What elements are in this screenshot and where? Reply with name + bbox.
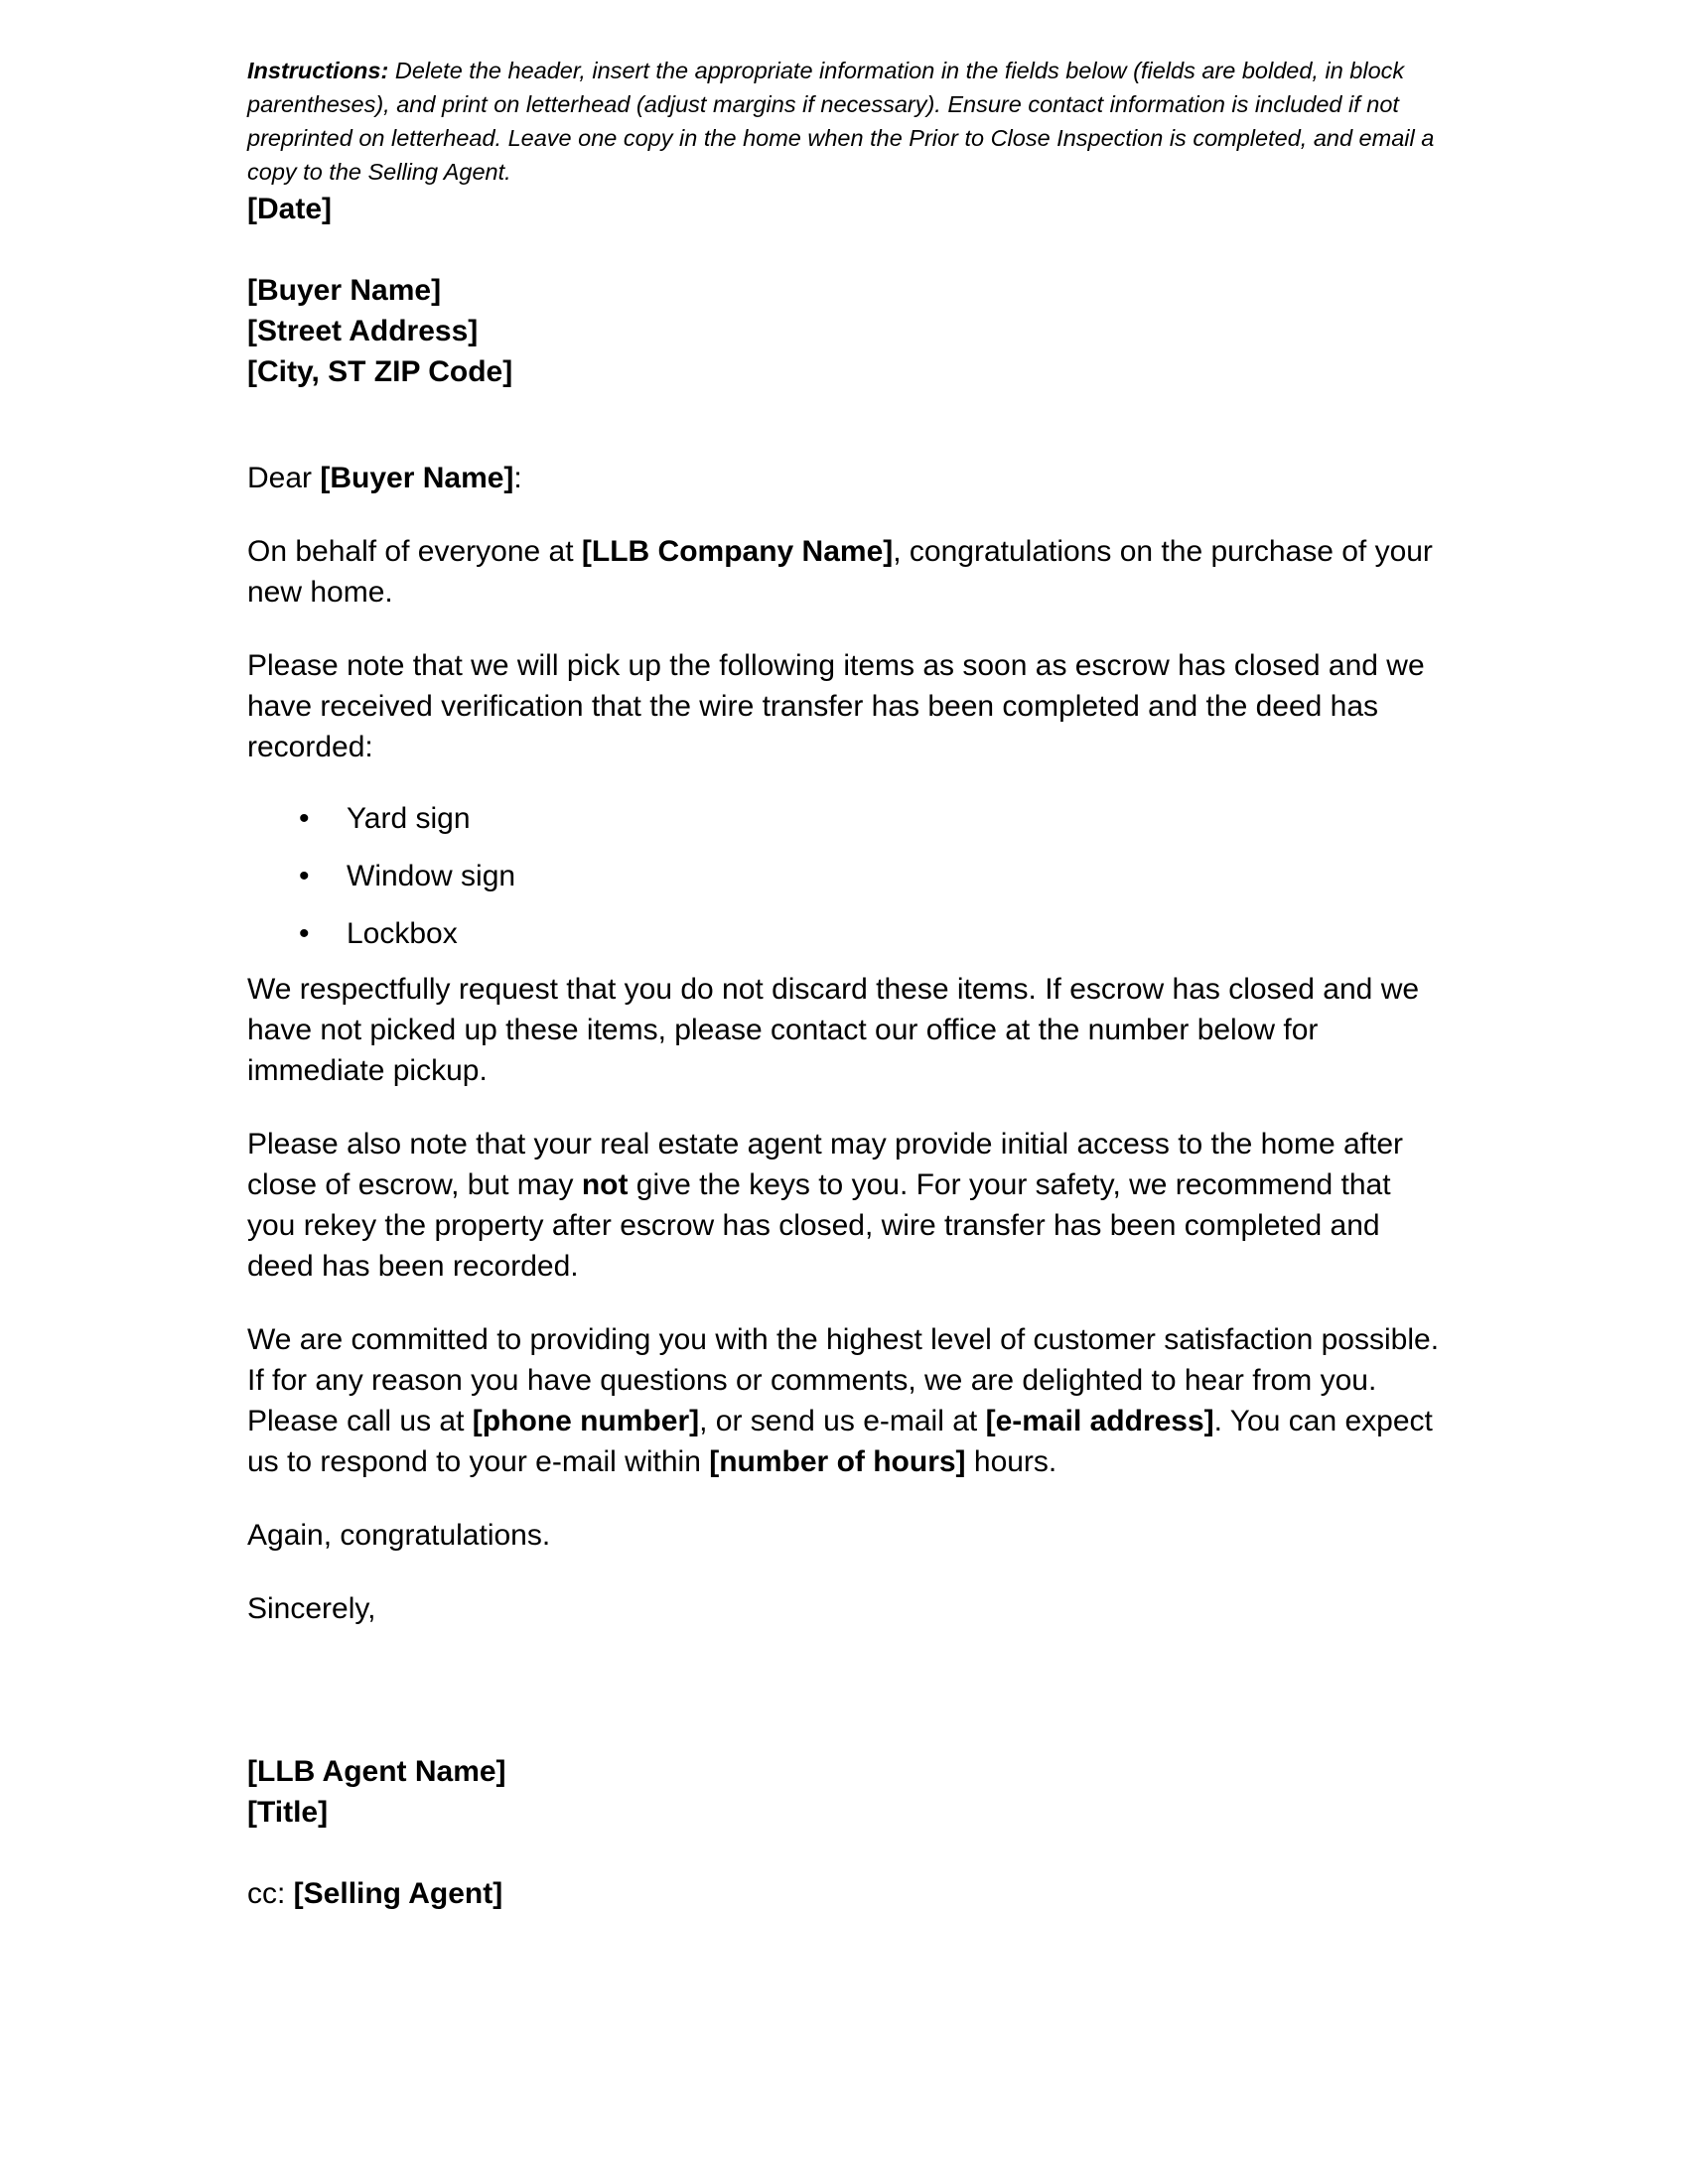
instructions-text: Delete the header, insert the appropriate information in the fields below (fields are bolded, in block parentheses), and print on letterhead (adjust margins if necessary). Ensure contact information is included if not preprinted on letterhead. Leave one copy in the home when the Prior to Close Inspection is completed, and email a copy to the Selling Agent. xyxy=(247,58,1435,185)
paragraph-do-not-discard: We respectfully request that you do not discard these items. If escrow has closed and we have not picked up these items, please contact our office at the number below for immediate pickup. xyxy=(247,973,1420,1087)
recipient-city-placeholder: [City, ST ZIP Code] xyxy=(247,355,513,388)
recipient-city xyxy=(247,351,1444,392)
signature-block xyxy=(247,1751,1444,1833)
recipient-street xyxy=(247,311,1444,351)
list-item-text: Lockbox xyxy=(347,917,458,950)
para1-after: , congratulations on the purchase of your new home. xyxy=(247,535,1433,609)
paragraph-contact xyxy=(247,1319,1444,1482)
salutation xyxy=(247,458,1444,498)
agent-name-placeholder: [LLB Agent Name] xyxy=(247,1755,506,1788)
phone-placeholder: [phone number] xyxy=(472,1405,700,1437)
salutation-suffix: : xyxy=(513,462,522,494)
item-list xyxy=(247,798,1444,954)
cc-line xyxy=(247,1873,1444,1914)
para1-before: On behalf of everyone at xyxy=(247,535,582,568)
para5-part3: . You can expect us to respond to your e-mail within xyxy=(247,1405,1433,1478)
list-item xyxy=(247,913,1444,954)
recipient-street-placeholder: [Street Address] xyxy=(247,315,479,347)
agent-name xyxy=(247,1751,1444,1792)
list-item-text: Yard sign xyxy=(347,802,471,835)
bullet-icon: • xyxy=(299,860,310,892)
company-name-placeholder: [LLB Company Name] xyxy=(581,535,894,568)
date-field xyxy=(247,189,1444,229)
para4-after: give the keys to you. For your safety, we recommend that you rekey the property after escrow has closed, wire transfer has been completed and deed has been recorded. xyxy=(247,1168,1391,1283)
hours-placeholder: [number of hours] xyxy=(709,1445,966,1478)
cc-value: [Selling Agent] xyxy=(293,1877,503,1910)
list-item xyxy=(247,798,1444,839)
spacer xyxy=(247,229,1444,270)
paragraph-congratulations xyxy=(247,531,1444,613)
bullet-icon: • xyxy=(299,917,310,950)
para5-part4: hours. xyxy=(965,1445,1057,1478)
agent-title-placeholder: [Title] xyxy=(247,1796,329,1829)
cc-label: cc: xyxy=(247,1877,294,1910)
para4-before: Please also note that your real estate agent may provide initial access to the home after close of escrow, but may xyxy=(247,1128,1403,1201)
letter-body xyxy=(247,189,1444,1914)
salutation-name: [Buyer Name] xyxy=(320,462,514,494)
para5-part1: We are committed to providing you with the highest level of customer satisfaction possible. If for any reason you have questions or comments, we are delighted to hear from you. Please call us at xyxy=(247,1323,1440,1437)
list-item-text: Window sign xyxy=(347,860,516,892)
para5-part2: , or send us e-mail at xyxy=(699,1405,986,1437)
closing-sincerely: Sincerely, xyxy=(247,1592,376,1625)
recipient-address xyxy=(247,270,1444,392)
letter-page xyxy=(247,54,1444,1914)
salutation-prefix: Dear xyxy=(247,462,321,494)
paragraph-keys-access xyxy=(247,1124,1444,1287)
bullet-icon: • xyxy=(299,802,310,835)
recipient-name-placeholder: [Buyer Name] xyxy=(247,274,442,307)
instructions-note xyxy=(247,54,1444,189)
paragraph-pickup-items: Please note that we will pick up the following items as soon as escrow has closed and we have received verification that the wire transfer has been completed and the deed has recorded: xyxy=(247,649,1425,763)
closing-congratulations: Again, congratulations. xyxy=(247,1519,551,1552)
list-item xyxy=(247,856,1444,896)
agent-title xyxy=(247,1792,1444,1833)
para4-emphasis: not xyxy=(581,1168,629,1201)
signature-space xyxy=(247,1629,1444,1751)
date-placeholder: [Date] xyxy=(247,193,333,225)
email-placeholder: [e-mail address] xyxy=(985,1405,1214,1437)
recipient-name xyxy=(247,270,1444,311)
instructions-label: Instructions: xyxy=(247,58,389,83)
